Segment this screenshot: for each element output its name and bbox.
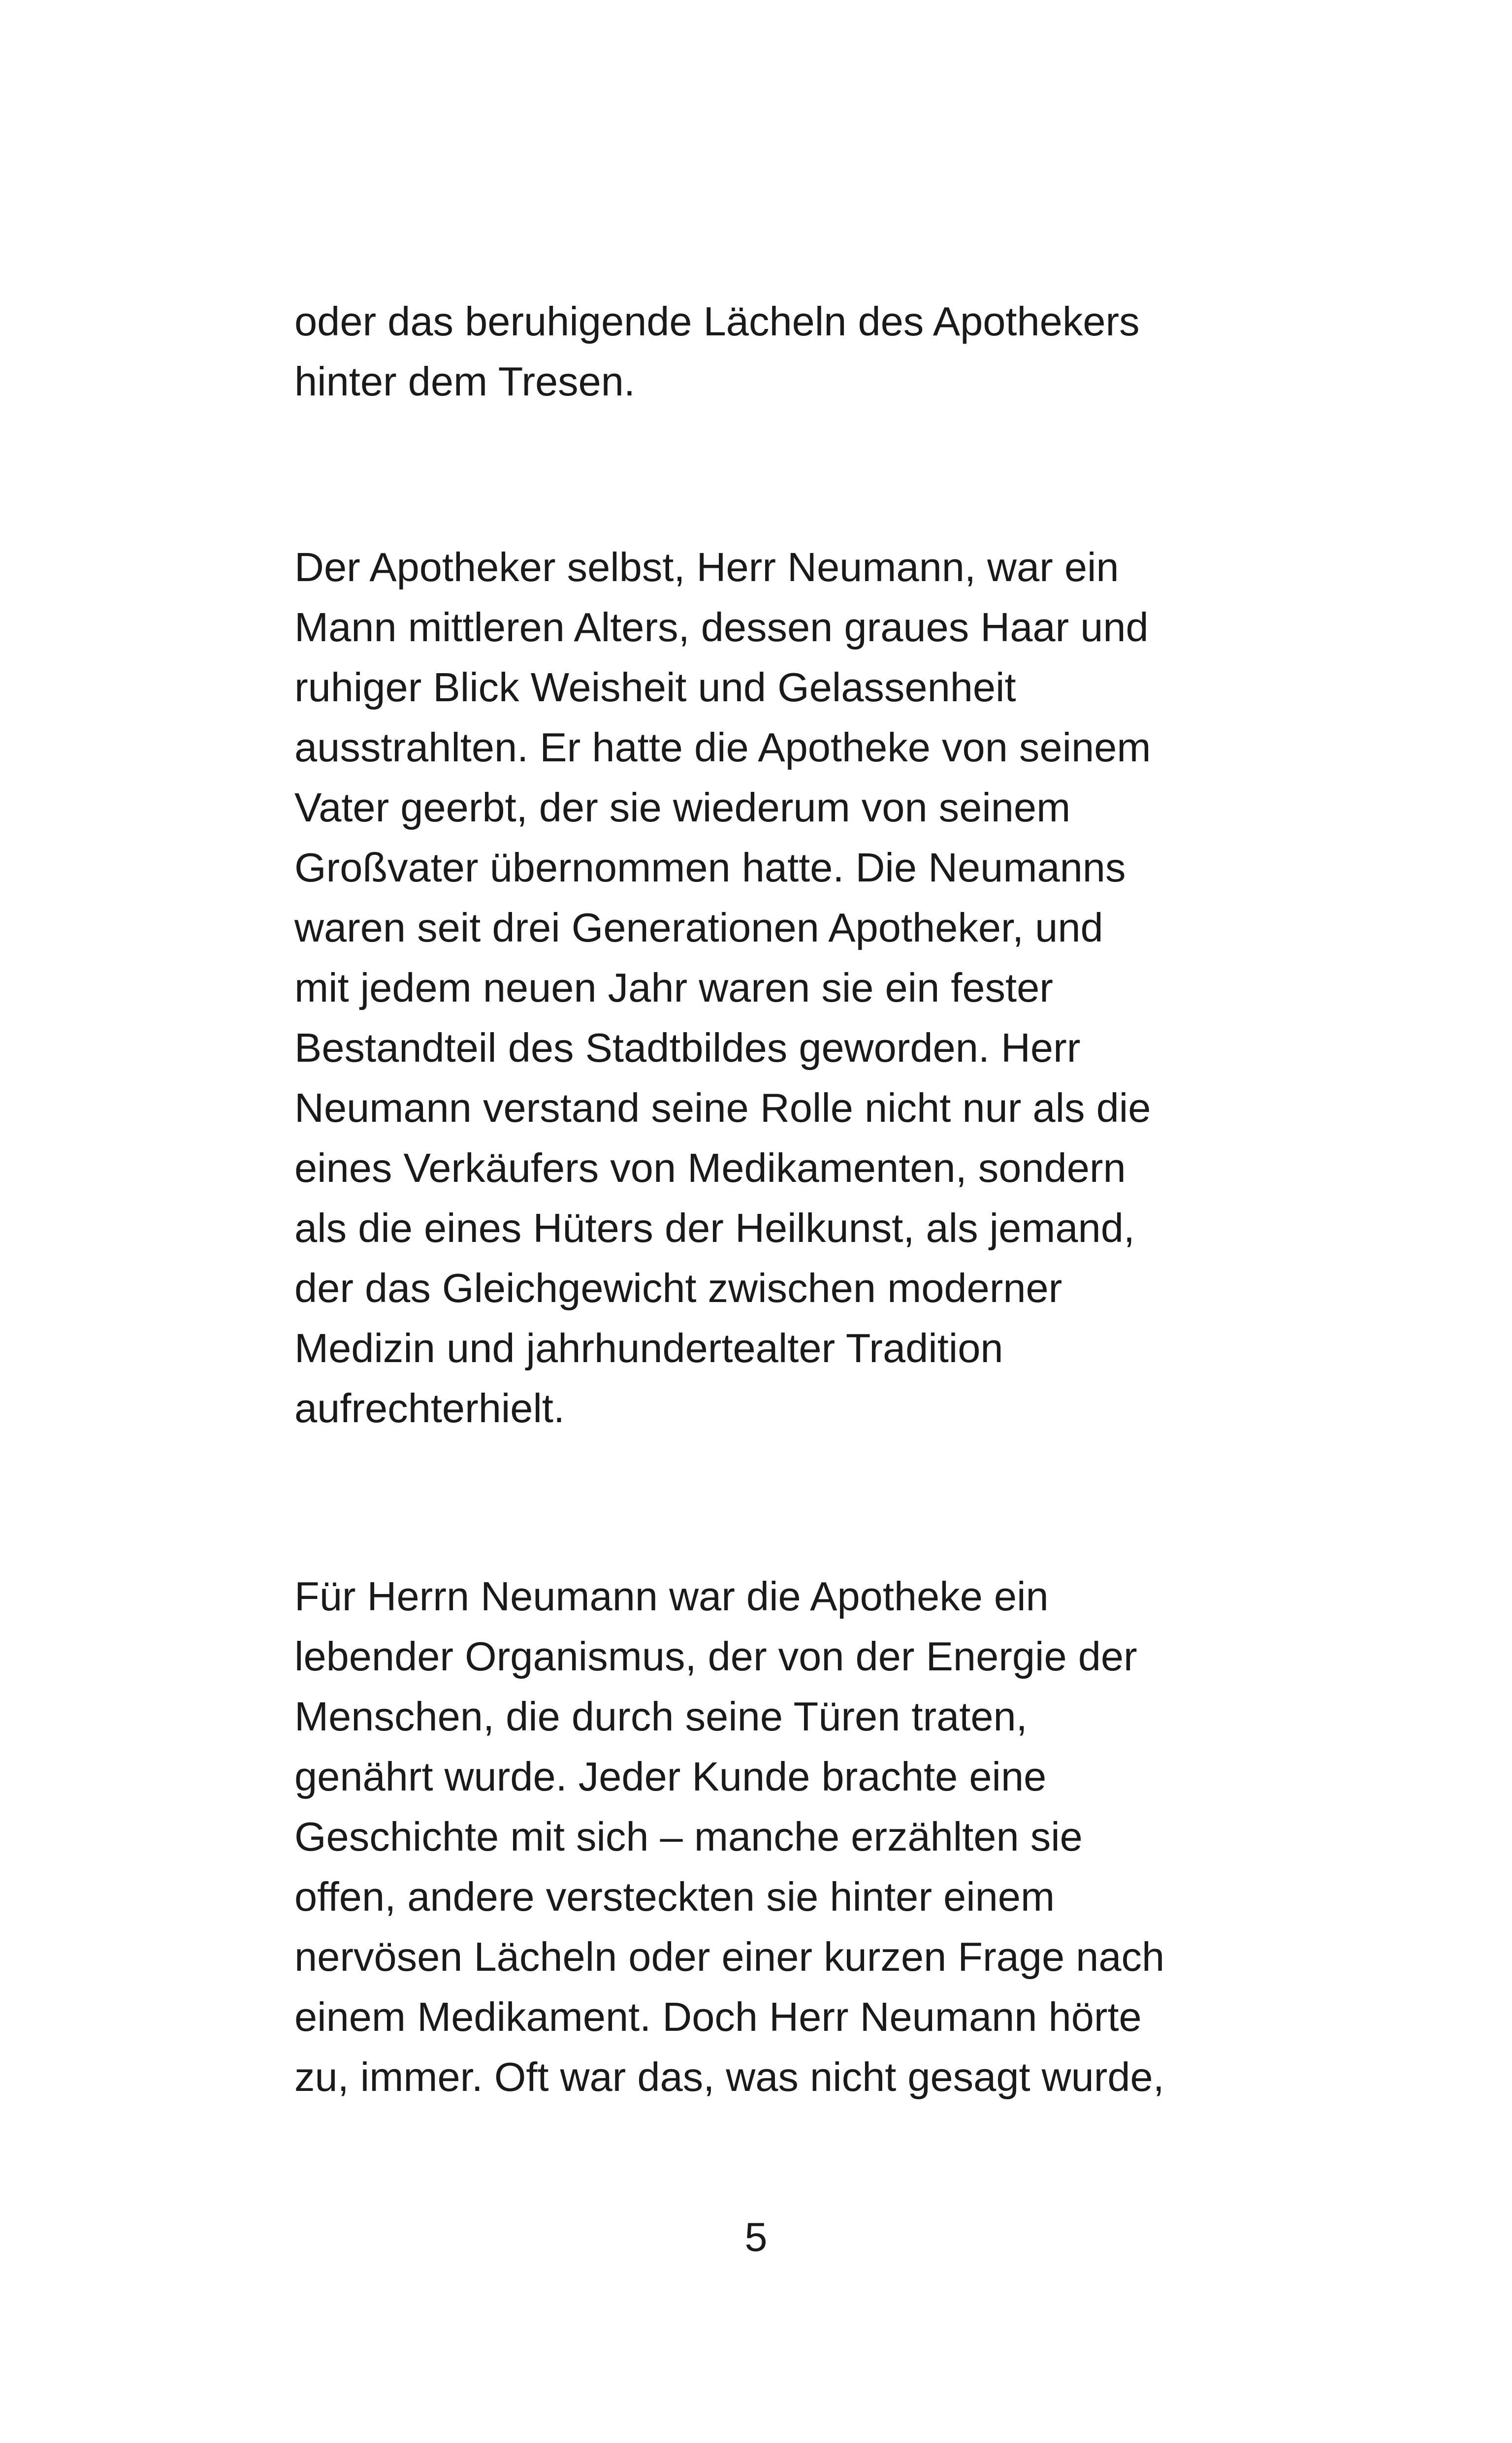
text-line: Medizin und jahrhundertealter Tradition bbox=[294, 1325, 1003, 1371]
paragraph-2 bbox=[294, 537, 1259, 1438]
text-line: mit jedem neuen Jahr waren sie ein fester bbox=[294, 965, 1053, 1010]
text-line: Mann mittleren Alters, dessen graues Haar und bbox=[294, 604, 1149, 650]
page-number: 5 bbox=[744, 2214, 768, 2260]
text-line: Für Herrn Neumann war die Apotheke ein bbox=[294, 1573, 1049, 1619]
text-line: aufrechterhielt. bbox=[294, 1385, 565, 1431]
text-line: Geschichte mit sich – manche erzählten sie bbox=[294, 1814, 1083, 1859]
text-line: oder das beruhigende Lächeln des Apothekers bbox=[294, 298, 1140, 344]
text-line: Der Apotheker selbst, Herr Neumann, war ein bbox=[294, 544, 1119, 590]
text-line: offen, andere versteckten sie hinter einem bbox=[294, 1874, 1055, 1920]
text-line: der das Gleichgewicht zwischen moderner bbox=[294, 1265, 1062, 1311]
text-line: nervösen Lächeln oder einer kurzen Frage nach bbox=[294, 1934, 1165, 1980]
text-line: Menschen, die durch seine Türen traten, bbox=[294, 1694, 1028, 1739]
text-line: ruhiger Blick Weisheit und Gelassenheit bbox=[294, 664, 1016, 710]
paragraph-1 bbox=[294, 292, 1259, 412]
text-line: einem Medikament. Doch Herr Neumann hörte bbox=[294, 1994, 1142, 2040]
text-line: genährt wurde. Jeder Kunde brachte eine bbox=[294, 1754, 1047, 1799]
text-line: Großvater übernommen hatte. Die Neumanns bbox=[294, 845, 1126, 890]
text-line: eines Verkäufers von Medikamenten, sondern bbox=[294, 1145, 1126, 1191]
text-line: als die eines Hüters der Heilkunst, als jemand, bbox=[294, 1205, 1135, 1251]
text-line: Vater geerbt, der sie wiederum von seinem bbox=[294, 784, 1071, 830]
text-line: Bestandteil des Stadtbildes geworden. Herr bbox=[294, 1025, 1081, 1071]
text-line: zu, immer. Oft war das, was nicht gesagt wurde, bbox=[294, 2054, 1164, 2100]
text-line: Neumann verstand seine Rolle nicht nur als die bbox=[294, 1085, 1151, 1131]
text-line: waren seit drei Generationen Apotheker, und bbox=[294, 905, 1103, 950]
text-line: ausstrahlten. Er hatte die Apotheke von seinem bbox=[294, 724, 1151, 770]
text-line: hinter dem Tresen. bbox=[294, 358, 636, 404]
paragraph-3 bbox=[294, 1566, 1259, 2107]
text-line: lebender Organismus, der von der Energie der bbox=[294, 1633, 1137, 1679]
